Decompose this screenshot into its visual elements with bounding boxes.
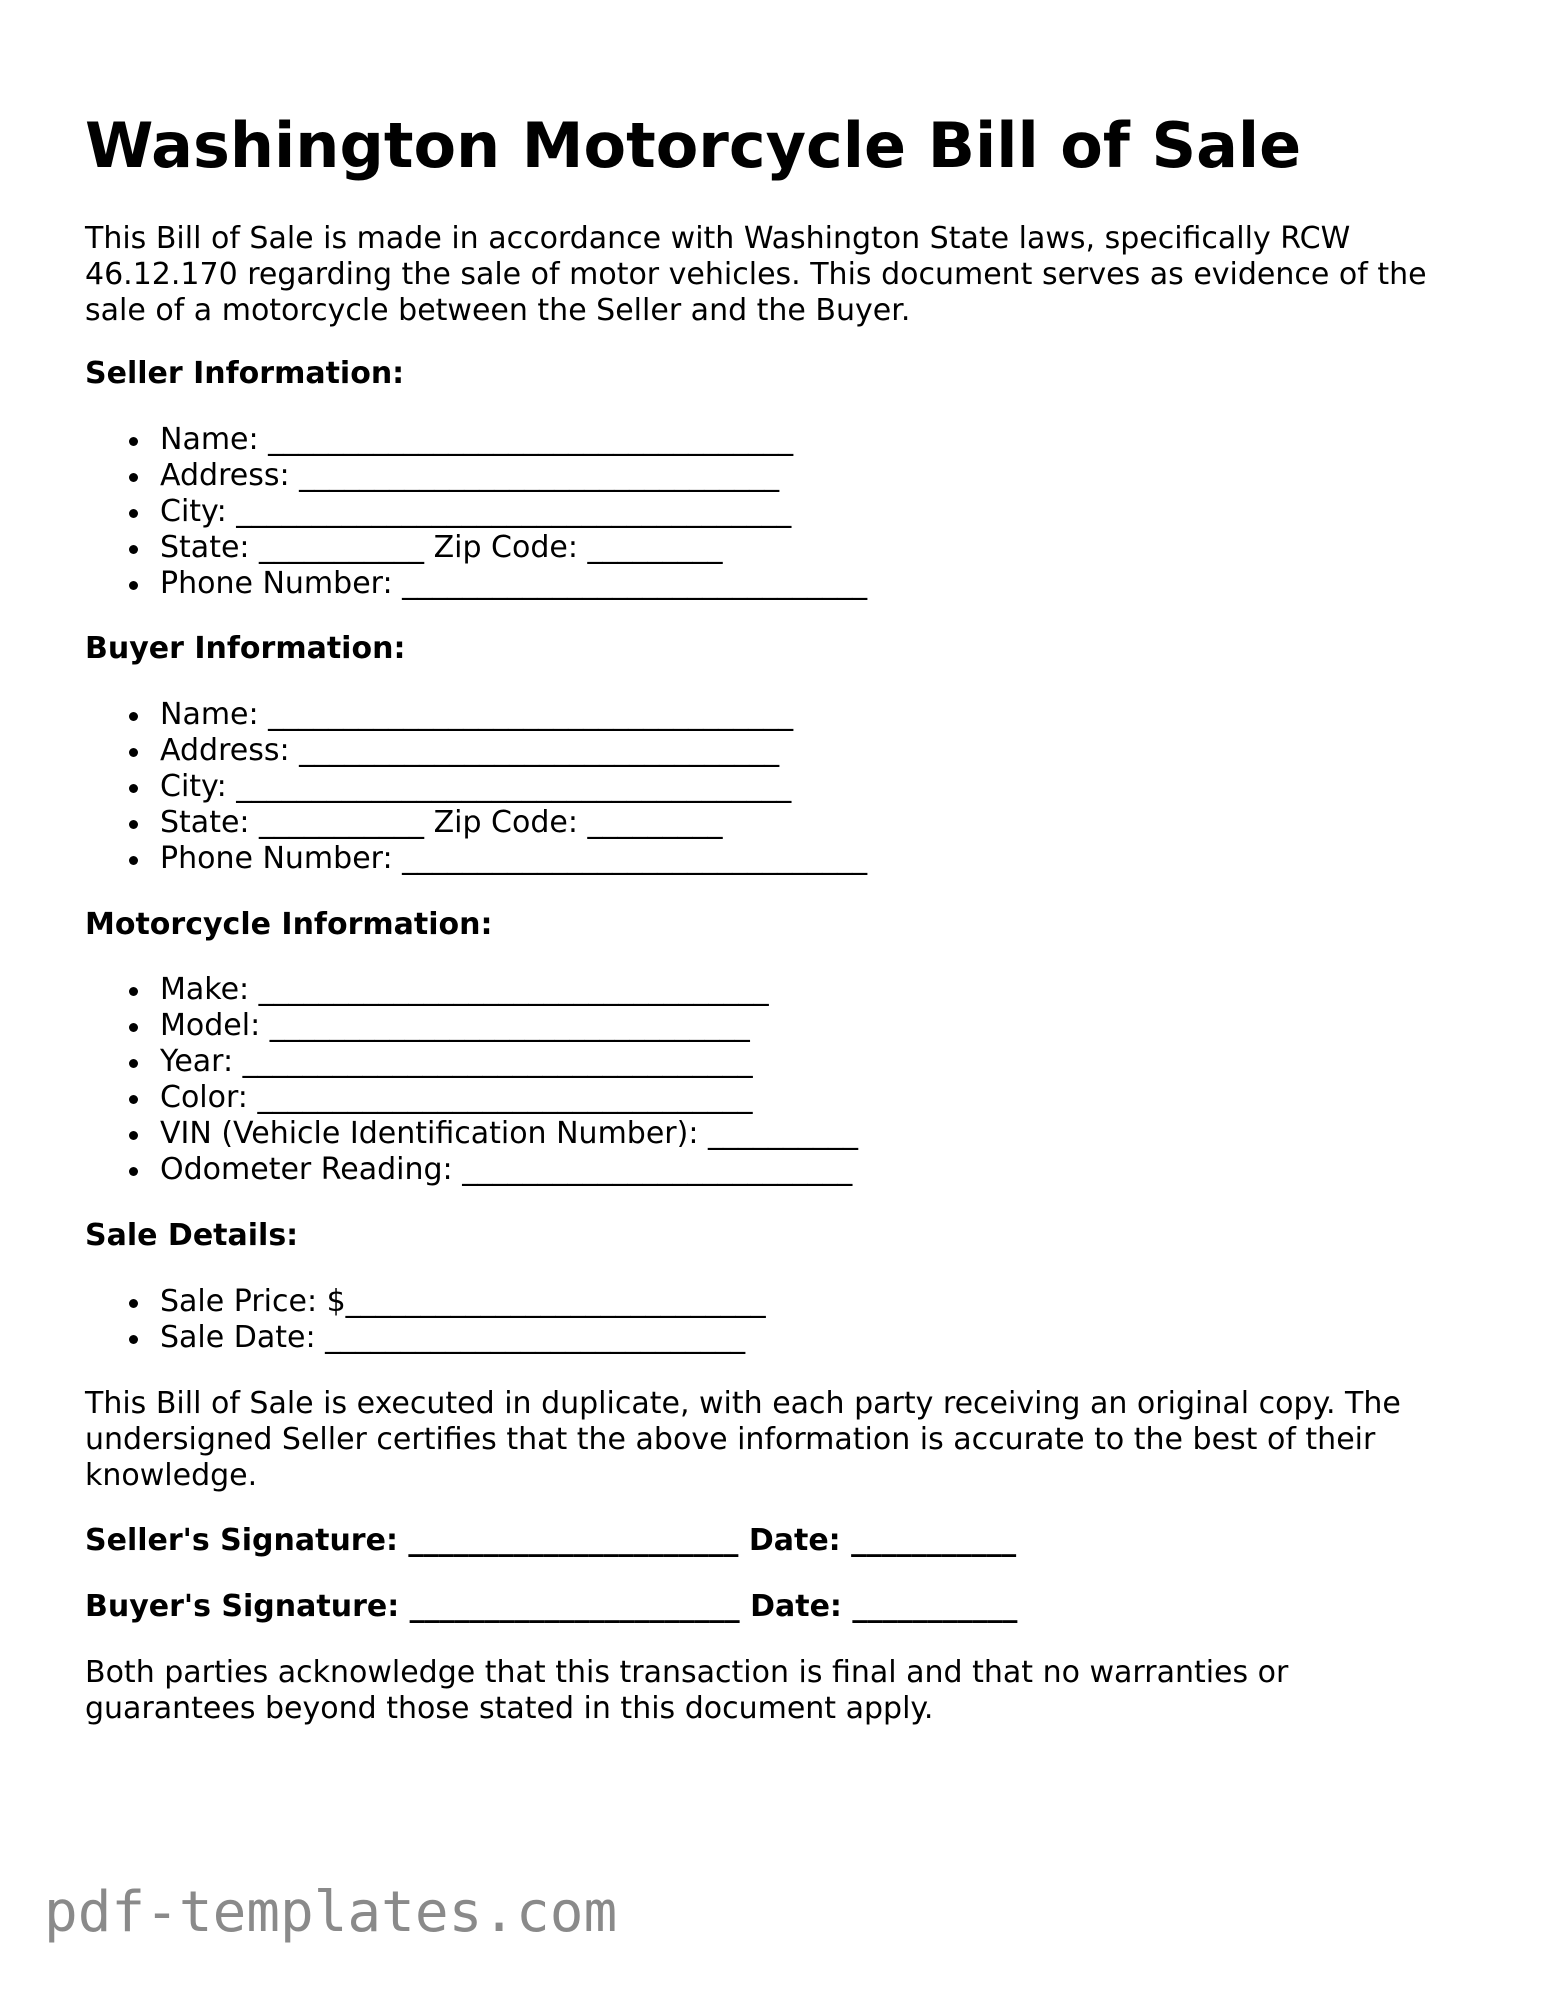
motorcycle-color-field[interactable]: Color: _________________________________ (85, 1080, 858, 1116)
seller-state-zip-field[interactable]: State: ___________ Zip Code: _________ (85, 530, 867, 566)
buyer-address-field[interactable]: Address: ________________________________ (85, 733, 867, 769)
seller-name-field[interactable]: Name: ___________________________________ (85, 422, 867, 458)
watermark: pdf-templates.com (44, 1880, 618, 1945)
seller-city-field[interactable]: City: _____________________________________ (85, 494, 867, 530)
buyer-state-zip-field[interactable]: State: ___________ Zip Code: _________ (85, 805, 867, 841)
seller-fields (85, 422, 867, 602)
motorcycle-heading: Motorcycle Information: (85, 907, 493, 942)
buyer-phone-field[interactable]: Phone Number: _______________________________ (85, 841, 867, 877)
buyer-name-field[interactable]: Name: ___________________________________ (85, 697, 867, 733)
buyer-heading: Buyer Information: (85, 631, 406, 666)
buyer-fields (85, 697, 867, 877)
motorcycle-fields (85, 972, 858, 1188)
document-title: Washington Motorcycle Bill of Sale (85, 109, 1302, 182)
seller-address-field[interactable]: Address: ________________________________ (85, 458, 867, 494)
sale-date-field[interactable]: Sale Date: ____________________________ (85, 1320, 766, 1356)
sale-price-field[interactable]: Sale Price: $____________________________ (85, 1284, 766, 1320)
sale-fields (85, 1284, 766, 1356)
sale-heading: Sale Details: (85, 1218, 299, 1253)
motorcycle-model-field[interactable]: Model: ________________________________ (85, 1008, 858, 1044)
buyer-signature-line[interactable]: Buyer's Signature: ______________________ Date: ___________ (85, 1589, 1018, 1624)
motorcycle-year-field[interactable]: Year: __________________________________ (85, 1044, 858, 1080)
buyer-city-field[interactable]: City: _____________________________________ (85, 769, 867, 805)
motorcycle-odometer-field[interactable]: Odometer Reading: __________________________ (85, 1152, 858, 1188)
motorcycle-make-field[interactable]: Make: __________________________________ (85, 972, 858, 1008)
seller-phone-field[interactable]: Phone Number: _______________________________ (85, 566, 867, 602)
seller-heading: Seller Information: (85, 356, 405, 391)
closing-paragraph: Both parties acknowledge that this transaction is final and that no warranties or guarantees beyond those stated in this document apply. (85, 1655, 1289, 1726)
motorcycle-vin-field[interactable]: VIN (Vehicle Identification Number): __________ (85, 1116, 858, 1152)
intro-paragraph: This Bill of Sale is made in accordance with Washington State laws, specifically RCW 46.12.170 regarding the sale of motor vehicles. This document serves as evidence of the sale of a motorcycle between the Seller and the Buyer. (85, 221, 1427, 328)
seller-signature-line[interactable]: Seller's Signature: ______________________ Date: ___________ (85, 1523, 1017, 1558)
execution-paragraph: This Bill of Sale is executed in duplicate, with each party receiving an original copy. The undersigned Seller certifies that the above information is accurate to the best of their knowledge. (85, 1386, 1401, 1493)
